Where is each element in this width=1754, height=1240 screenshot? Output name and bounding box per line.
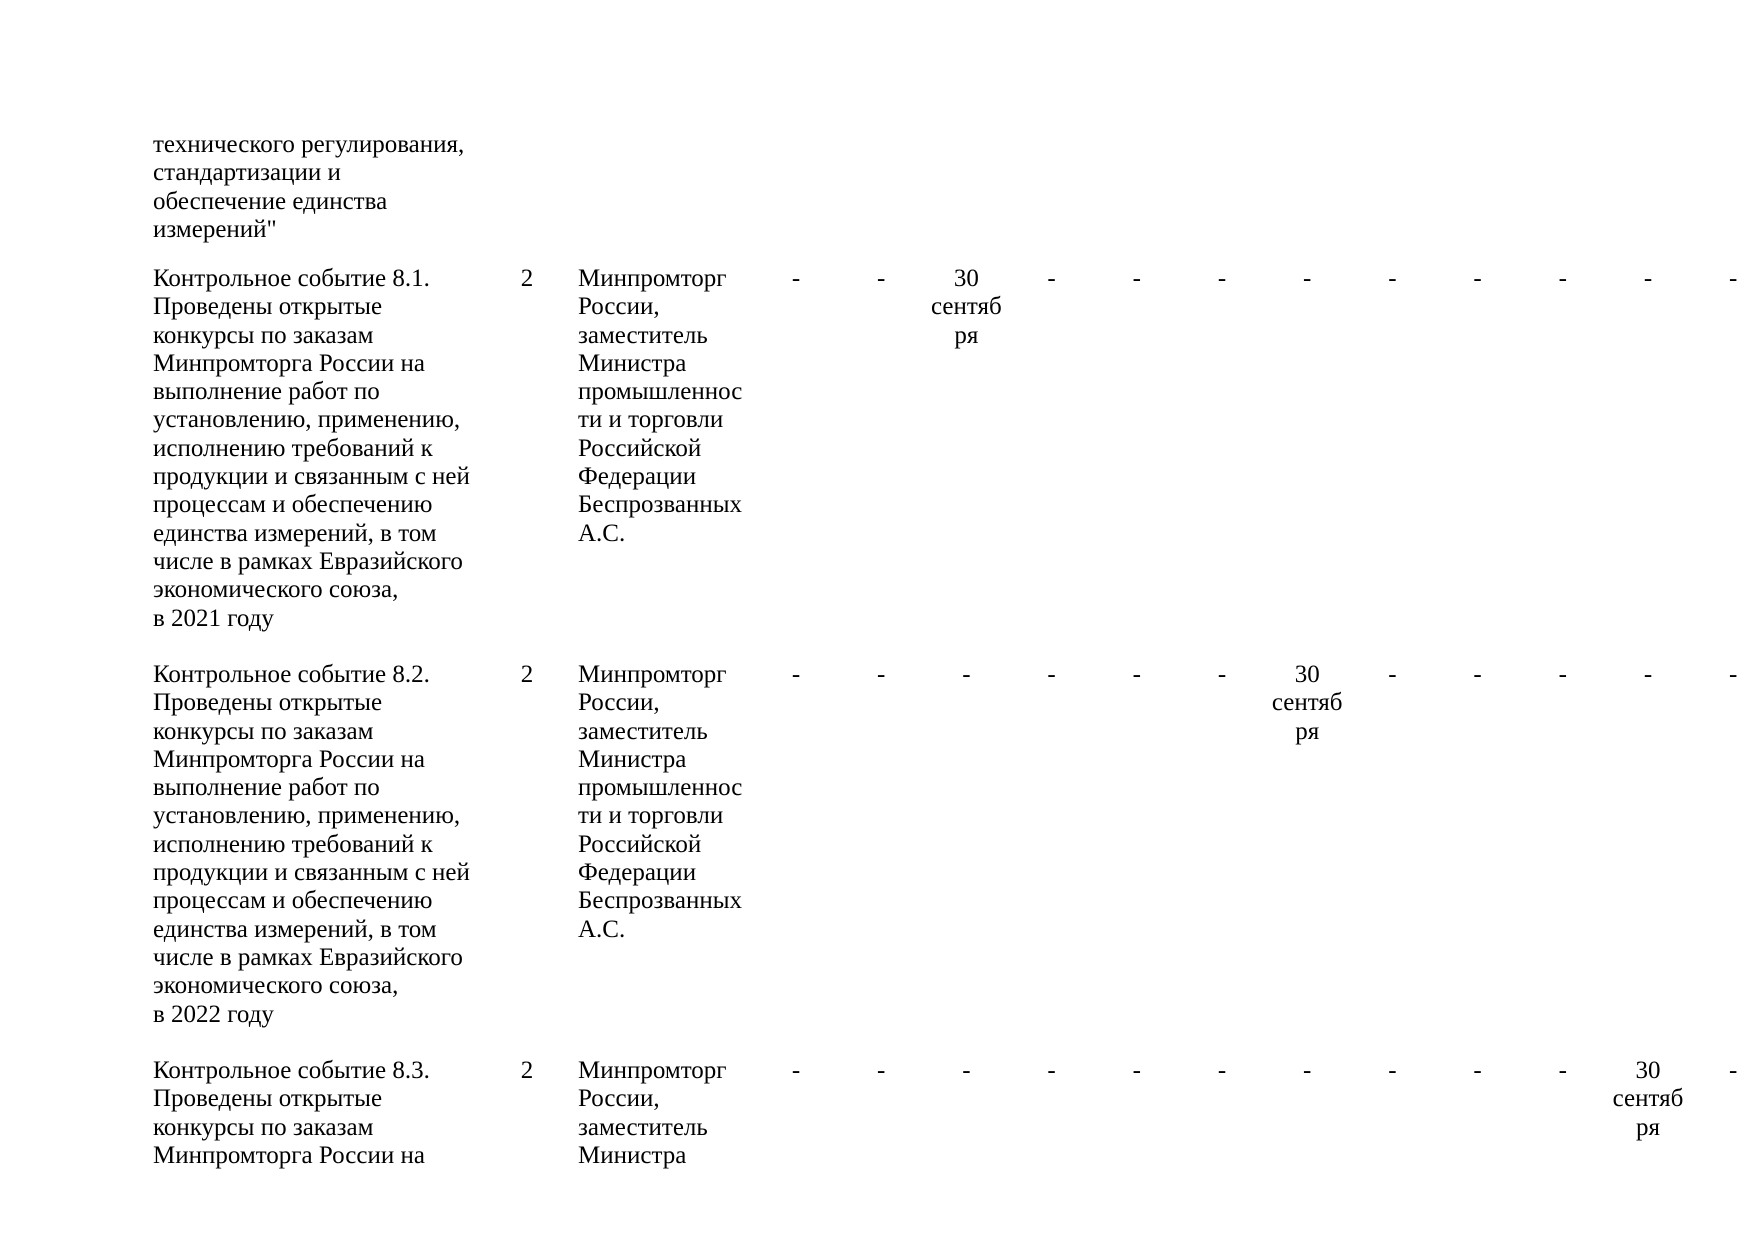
- text-line: Проведены открытые: [153, 689, 383, 717]
- text-line: промышленнос: [578, 378, 743, 406]
- text-line: сентяб: [931, 293, 1002, 321]
- text-line: экономического союза,: [153, 576, 399, 604]
- text-line: ря: [1636, 1113, 1660, 1141]
- text-line: России,: [578, 689, 660, 717]
- responsible-cell: [578, 265, 748, 548]
- empty-dash-cell: -: [962, 661, 971, 688]
- empty-dash-cell: -: [1729, 1057, 1738, 1084]
- text-line: конкурсы по заказам: [153, 717, 374, 745]
- empty-dash-cell: -: [1388, 1057, 1397, 1084]
- empty-dash-cell: -: [1643, 661, 1653, 688]
- text-line: Контрольное событие 8.3.: [153, 1057, 430, 1084]
- empty-dash-cell: -: [1729, 265, 1738, 292]
- text-line: заместитель: [578, 321, 708, 349]
- text-line: измерений": [153, 215, 277, 243]
- text-line: Министра: [578, 1141, 687, 1169]
- empty-dash-cell: -: [1132, 1057, 1141, 1084]
- text-line: Минпромторг: [578, 1057, 727, 1084]
- text-line: сентяб: [1271, 689, 1343, 717]
- empty-dash-cell: -: [962, 1057, 971, 1084]
- text-line: исполнению требований к: [153, 434, 433, 462]
- empty-dash-cell: -: [1558, 265, 1567, 292]
- text-line: 30: [1294, 661, 1320, 688]
- text-line: выполнение работ по: [153, 774, 380, 802]
- event-description-cell: [153, 265, 498, 633]
- text-line: стандартизации и: [153, 159, 341, 187]
- text-line: экономического союза,: [153, 972, 399, 1000]
- empty-dash-cell: -: [1558, 1057, 1567, 1084]
- responsible-cell: [578, 1057, 748, 1170]
- text-line: исполнению требований к: [153, 830, 433, 858]
- text-line: Контрольное событие 8.1.: [153, 265, 430, 292]
- text-line: Минпромторга России на: [153, 349, 425, 377]
- text-line: выполнение работ по: [153, 378, 380, 406]
- text-line: процессам и обеспечению: [153, 491, 433, 519]
- level-cell: 2: [520, 1057, 534, 1084]
- text-line: Минпромторг: [578, 661, 727, 688]
- empty-dash-cell: -: [1473, 661, 1482, 688]
- text-line: процессам и обеспечению: [153, 887, 433, 915]
- empty-dash-cell: -: [877, 661, 886, 688]
- empty-dash-cell: -: [1473, 1057, 1482, 1084]
- text-line: технического регулирования,: [153, 131, 465, 158]
- empty-dash-cell: -: [1047, 265, 1056, 292]
- responsible-cell: [578, 661, 748, 944]
- empty-dash-cell: -: [791, 265, 801, 292]
- text-line: ря: [954, 321, 979, 349]
- empty-dash-cell: -: [1217, 1057, 1227, 1084]
- text-line: в 2022 году: [153, 1000, 274, 1028]
- text-line: единства измерений, в том: [153, 915, 437, 943]
- event-description-cell: [153, 661, 498, 1029]
- text-line: заместитель: [578, 717, 708, 745]
- text-line: Контрольное событие 8.2.: [153, 661, 430, 688]
- text-line: числе в рамках Евразийского: [153, 943, 463, 971]
- empty-dash-cell: -: [791, 1057, 801, 1084]
- text-line: России,: [578, 1085, 660, 1113]
- text-line: промышленнос: [578, 774, 743, 802]
- text-line: числе в рамках Евразийского: [153, 547, 463, 575]
- text-line: продукции и связанным с ней: [153, 463, 470, 491]
- empty-dash-cell: -: [1388, 265, 1397, 292]
- text-line: ря: [1295, 717, 1320, 745]
- empty-dash-cell: -: [1643, 265, 1653, 292]
- level-cell: 2: [520, 661, 534, 688]
- text-line: заместитель: [578, 1113, 708, 1141]
- text-line: продукции и связанным с ней: [153, 859, 470, 887]
- text-line: Минпромторга России на: [153, 1141, 425, 1169]
- text-line: установлению, применению,: [153, 406, 461, 434]
- text-line: 30: [953, 265, 979, 292]
- text-line: России,: [578, 293, 660, 321]
- text-line: Минпромторг: [578, 265, 727, 292]
- empty-dash-cell: -: [1217, 661, 1227, 688]
- text-line: конкурсы по заказам: [153, 1113, 374, 1141]
- empty-dash-cell: -: [877, 1057, 886, 1084]
- empty-dash-cell: -: [1132, 265, 1141, 292]
- deadline-date-cell: [1603, 1057, 1693, 1142]
- text-line: единства измерений, в том: [153, 519, 437, 547]
- text-line: Проведены открытые: [153, 1085, 383, 1113]
- text-line: Беспрозванных: [578, 887, 743, 915]
- empty-dash-cell: -: [1303, 265, 1312, 292]
- deadline-date-cell: [1262, 661, 1352, 746]
- text-line: конкурсы по заказам: [153, 321, 374, 349]
- text-line: Министра: [578, 349, 687, 377]
- text-line: Беспрозванных: [578, 491, 743, 519]
- text-line: ти и торговли: [578, 406, 724, 434]
- deadline-date-cell: [921, 265, 1011, 350]
- empty-dash-cell: -: [1303, 1057, 1312, 1084]
- carryover-paragraph: [153, 131, 553, 244]
- empty-dash-cell: -: [1047, 661, 1056, 688]
- text-line: в 2021 году: [153, 604, 274, 632]
- text-line: сентяб: [1612, 1085, 1684, 1113]
- text-line: Минпромторга России на: [153, 745, 425, 773]
- text-line: обеспечение единства: [153, 187, 388, 215]
- empty-dash-cell: -: [1217, 265, 1227, 292]
- text-line: 30: [1635, 1057, 1661, 1084]
- text-line: Федерации: [578, 859, 697, 887]
- text-line: ти и торговли: [578, 802, 724, 830]
- text-line: А.С.: [578, 519, 626, 547]
- empty-dash-cell: -: [1729, 661, 1738, 688]
- text-line: Российской: [578, 830, 702, 858]
- empty-dash-cell: -: [1473, 265, 1482, 292]
- empty-dash-cell: -: [1558, 661, 1567, 688]
- event-description-cell: [153, 1057, 498, 1170]
- text-line: установлению, применению,: [153, 802, 461, 830]
- empty-dash-cell: -: [877, 265, 886, 292]
- empty-dash-cell: -: [1132, 661, 1141, 688]
- text-line: Российской: [578, 434, 702, 462]
- empty-dash-cell: -: [791, 661, 801, 688]
- empty-dash-cell: -: [1388, 661, 1397, 688]
- text-line: А.С.: [578, 915, 626, 943]
- text-line: Федерации: [578, 463, 697, 491]
- text-line: Министра: [578, 745, 687, 773]
- text-line: Проведены открытые: [153, 293, 383, 321]
- level-cell: 2: [520, 265, 534, 292]
- empty-dash-cell: -: [1047, 1057, 1056, 1084]
